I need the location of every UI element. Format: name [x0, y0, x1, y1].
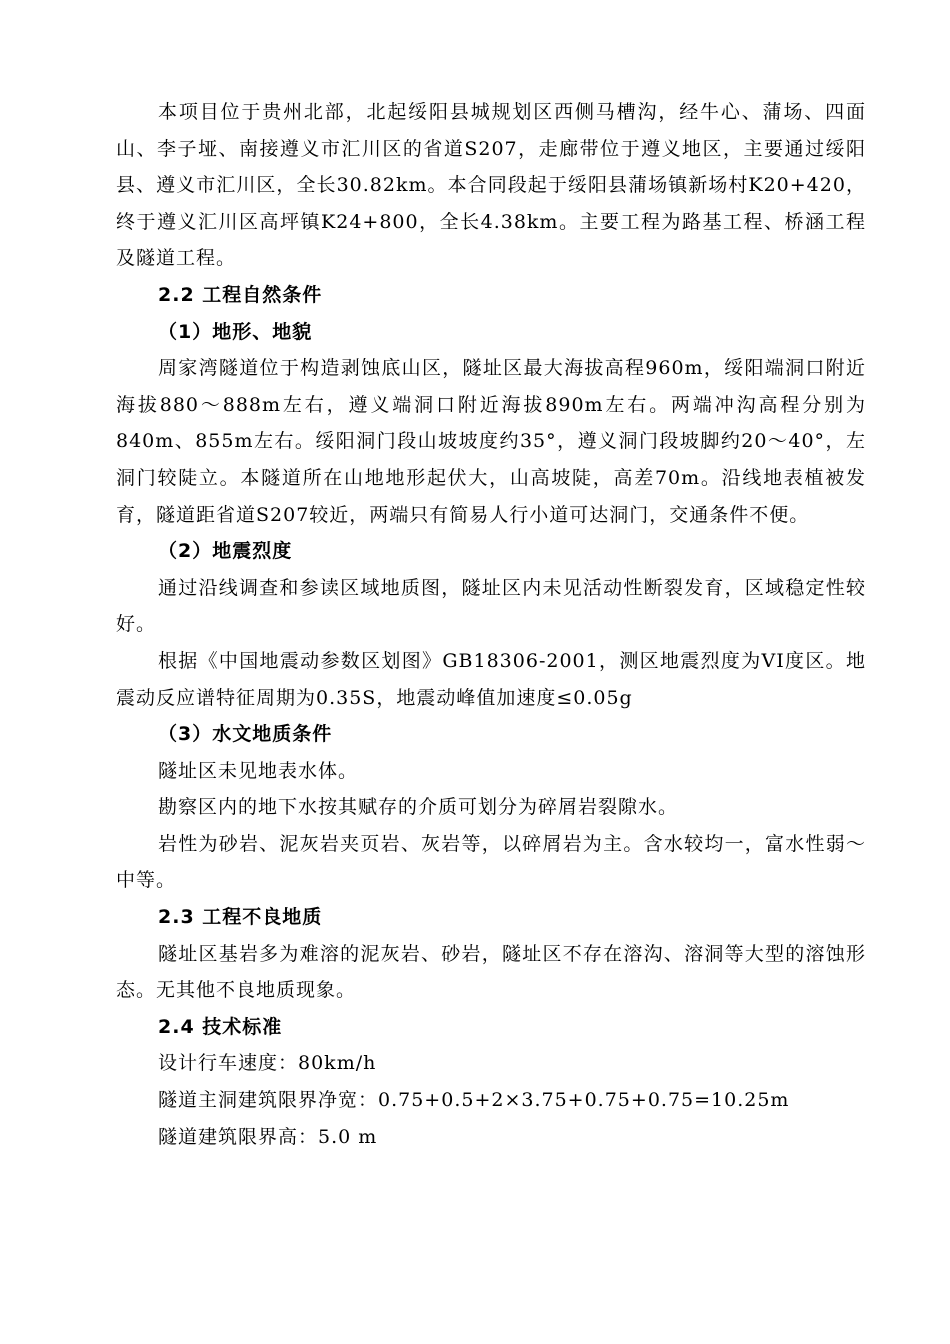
subsection-heading-terrain: （1）地形、地貌: [158, 320, 313, 343]
spec-design-speed: 设计行车速度：80km/h: [158, 1052, 377, 1075]
hydro-paragraph-3: 岩性为砂岩、泥灰岩夹页岩、灰岩等，以碎屑岩为主。含水较均一，富水性弱～中等。: [116, 832, 866, 892]
hydro-paragraph-2: 勘察区内的地下水按其赋存的介质可划分为碎屑岩裂隙水。: [158, 796, 679, 819]
overview-paragraph: 本项目位于贵州北部，北起绥阳县城规划区西侧马槽沟，经牛心、蒲场、四面山、李子垭、南接遵义市汇川区的省道S207，走廊带位于遵义地区，主要通过绥阳县、遵义市汇川区，全长30.82km。本合同段起于绥阳县蒲场镇新场村K20+420，终于遵义汇川区高坪镇K24+800，全长4.38km。主要工程为路基工程、桥涵工程及隧道工程。: [116, 101, 866, 270]
adverse-geology-paragraph: 隧址区基岩多为难溶的泥灰岩、砂岩，隧址区不存在溶沟、溶洞等大型的溶蚀形态。无其他不良地质现象。: [116, 942, 866, 1002]
section-heading-2-4: 2.4 技术标准: [158, 1015, 283, 1038]
spec-clearance-height: 隧道建筑限界高：5.0 m: [158, 1125, 378, 1148]
hydro-paragraph-1: 隧址区未见地表水体。: [158, 759, 359, 782]
seismic-paragraph-2: 根据《中国地震动参数区划图》GB18306-2001，测区地震烈度为VI度区。地震动反应谱特征周期为0.35S，地震动峰值加速度≤0.05g: [116, 649, 866, 709]
subsection-heading-seismic: （2）地震烈度: [158, 540, 293, 563]
document-page: [116, 94, 866, 1155]
spec-clearance-width: 隧道主洞建筑限界净宽：0.75+0.5+2×3.75+0.75+0.75=10.25m: [158, 1089, 790, 1112]
terrain-paragraph: 周家湾隧道位于构造剥蚀底山区，隧址区最大海拔高程960m，绥阳端洞口附近海拔880～888m左右，遵义端洞口附近海拔890m左右。两端冲沟高程分别为840m、855m左右。绥阳洞门段山坡坡度约35°，遵义洞门段坡脚约20～40°，左洞门较陡立。本隧道所在山地地形起伏大，山高坡陡，高差70m。沿线地表植被发育，隧道距省道S207较近，两端只有简易人行小道可达洞门，交通条件不便。: [116, 357, 866, 526]
section-heading-2-3: 2.3 工程不良地质: [158, 906, 323, 929]
subsection-heading-hydro: （3）水文地质条件: [158, 723, 333, 746]
seismic-paragraph-1: 通过沿线调查和参读区域地质图，隧址区内未见活动性断裂发育，区域稳定性较好。: [116, 576, 866, 636]
section-heading-2-2: 2.2 工程自然条件: [158, 283, 323, 306]
